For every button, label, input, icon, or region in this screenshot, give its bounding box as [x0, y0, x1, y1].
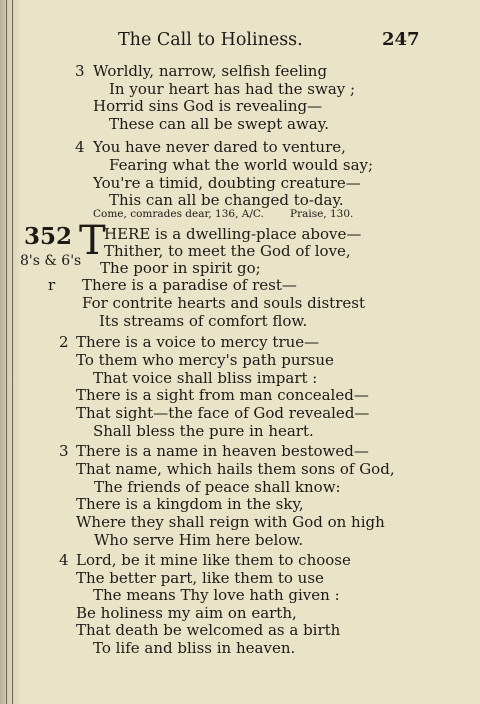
verse-line: Be holiness my aim on earth,	[76, 604, 297, 622]
refrain-mark: r	[48, 276, 56, 294]
verse-line: That death be welcomed as a birth	[76, 621, 341, 639]
verse-line: Lord, be it mine like them to choose	[76, 551, 351, 569]
verse-line: There is a sight from man concealed—	[76, 386, 369, 404]
tune-reference: Come, comrades dear, 136, A/C.	[93, 208, 264, 220]
verse-line: There is a kingdom in the sky,	[76, 495, 304, 513]
verse-line: There is a paradise of rest—	[82, 276, 297, 294]
stanza-number: 2	[59, 333, 69, 351]
verse-line: Thither, to meet the God of love,	[104, 242, 351, 260]
verse-line: Shall bless the pure in heart.	[93, 422, 314, 440]
stanza-number: 4	[75, 138, 85, 156]
verse-line: Worldly, narrow, selfish feeling	[93, 62, 328, 80]
verse-line: Who serve Him here below.	[94, 531, 304, 549]
verse-line: The friends of peace shall know:	[94, 478, 341, 496]
tune-reference-alt: Praise, 130.	[290, 208, 354, 220]
hymn-number: 352	[24, 223, 73, 250]
verse-line: In your heart has had the sway ;	[109, 80, 356, 98]
drop-cap: T	[79, 218, 106, 264]
verse-line: These can all be swept away.	[109, 115, 329, 133]
page-number: 247	[382, 29, 420, 50]
verse-line: Its streams of comfort flow.	[99, 312, 308, 330]
verse-line: Where they shall reign with God on high	[76, 513, 385, 531]
verse-line: You have never dared to venture,	[93, 138, 346, 156]
verse-line: There is a name in heaven bestowed—	[76, 442, 369, 460]
verse-line: That voice shall bliss impart :	[93, 369, 318, 387]
verse-line: You're a timid, doubting creature—	[93, 174, 361, 192]
verse-line: Horrid sins God is revealing—	[93, 97, 323, 115]
verse-line: Fearing what the world would say;	[109, 156, 374, 174]
meter-label: 8's & 6's	[20, 253, 82, 269]
stanza-number: 4	[59, 551, 69, 569]
verse-line: There is a voice to mercy true—	[76, 333, 320, 351]
verse-line: The poor in spirit go;	[100, 259, 261, 277]
verse-line: HERE is a dwelling-place above—	[104, 225, 362, 243]
verse-line: To them who mercy's path pursue	[76, 351, 334, 369]
verse-line: That sight—the face of God revealed—	[76, 404, 370, 422]
verse-line: For contrite hearts and souls distrest	[82, 294, 365, 312]
verse-line: The better part, like them to use	[76, 569, 324, 587]
verse-line: That name, which hails them sons of God,	[76, 460, 395, 478]
running-title: The Call to Holiness.	[118, 30, 303, 50]
spine-edge	[6, 0, 7, 704]
spine-edge	[12, 0, 13, 704]
stanza-number: 3	[75, 62, 85, 80]
verse-line: The means Thy love hath given :	[93, 586, 340, 604]
verse-line: To life and bliss in heaven.	[93, 639, 296, 657]
stanza-number: 3	[59, 442, 69, 460]
verse-line: This can all be changed to-day.	[109, 191, 344, 209]
book-spine	[0, 0, 20, 704]
